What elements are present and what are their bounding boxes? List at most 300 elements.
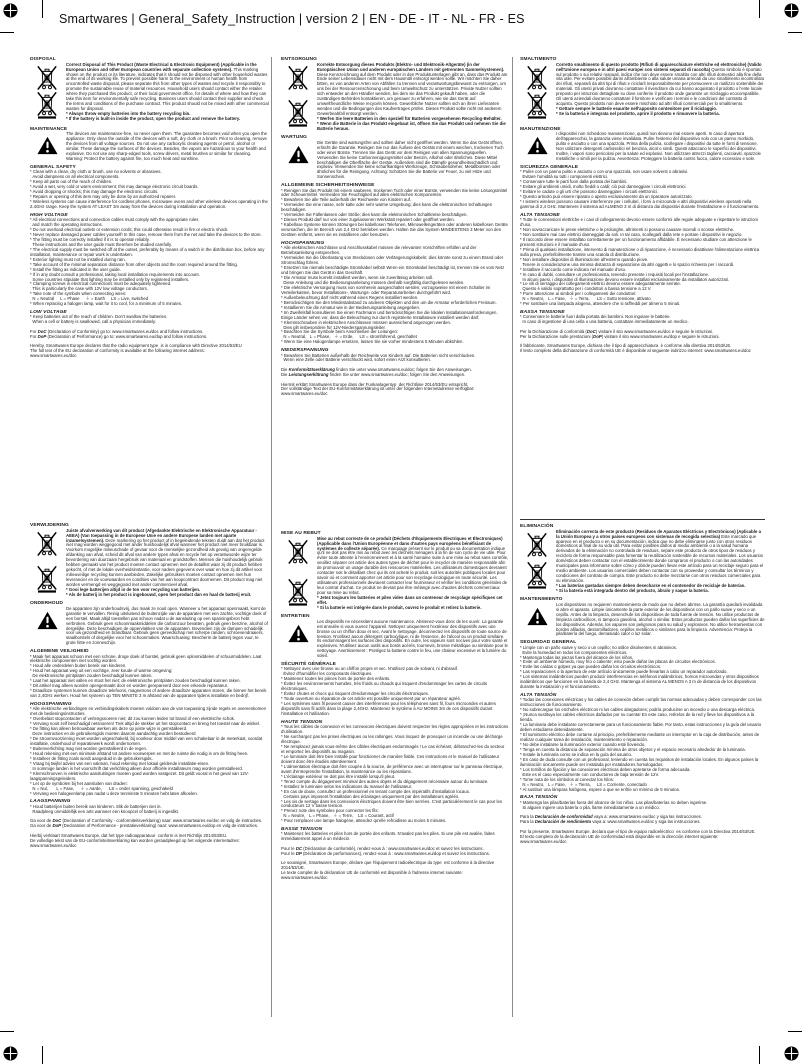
safety-line: * Tutte le connessioni elettriche e i cavi di collegamento devono essere conformi alle regole adeguate e rispettare le istruzioni d'uso. (520, 217, 760, 228)
safety-line: * ¡Nunca sustituya los cables eléctricos dañados por su cuenta! En este caso, retírelos de la red y lleve los dispositivos a la tienda. (520, 712, 756, 723)
safety-section-heading: HAUTE TENSION (281, 719, 323, 725)
safety-line: * Kabellose Systeme können Störungen bei kabellosen Telefonen, Mikrowellengeräten oder anderen kabellosen Geräte verursachen, die im Bereich von 2,4 GHz betrieben werden. Halten Sie das System MINDESTENS 3 Meter von den Geräten entfernt, wenn sie es installieren oder benutzen. (281, 222, 510, 238)
safety-line: Deze instructies en de gebruikersgids moeten daarom aandachtig worden bestudeerd (30, 731, 196, 737)
safety-section-heading: ALGEMENE VEILIGHEID (30, 648, 89, 654)
disposal-lead: Juiste afvalverwerking van dit product (Afgedankte Elektrische en Elektronische Apparatuur - AEEA) (Van toepassing in de Europese Unie en andere Europese landen met aparte inzamelsystemen). (66, 527, 258, 543)
declaration-line: Hereby, Smartwares Europe declares that the radio equipment type is in compliance with Directive 2014/53/EU (30, 343, 242, 349)
safety-section-heading: SICUREZZA GENERALE (520, 164, 579, 170)
disposal-section (520, 530, 765, 594)
disposal-heading: DISPOSAL (30, 57, 56, 62)
disposal-paragraph: Korrekte Entsorgung dieses Produkts (Elektro- und Elektronik-Altgeräte) (in der Europäischen Union und anderen europäischen Ländern mit getrennten Sammelsystemen). Diese Kennzeichnung auf dem Produkt oder in den Produktunterlagen gibt an, dass das Produkt am Ende seiner Lebensdauer nicht mit dem Hausmüll entsorgt werden sollte. Wir möchten Sie daher bitten, es von anderen Arten von Abfällen zu trennen und verantwortungsbewusst zu entsorgen, um uns bei der Ressourcenschonung und beim Umweltschutz zu unterstützen. Private Nutzer sollten sich entweder an den Händler wenden, bei dem sie das Produkt gekauft haben, oder die zuständigen Behörden kontaktieren, um genauer zu erfahren, wie sie das Gerät auf umweltfreundliche Weise recyceln können. Gewerbliche Nutzer sollten sich an ihren Lieferanten wenden und die Bedingungen des Kaufvertrages prüfen. Dieses Produkt sollte nicht mit anderem Gewerbeabfall entsorgt werden. (317, 61, 509, 117)
maintenance-paragraph: Die Geräte sind wartungsfrei und sollten daher nicht geöffnet werden. Wenn Sie das Gerät öffnen, erlischt die Garantie. Reinigen Sie nur das Äußere des Geräts mit einem weichen, trockenen Tuch oder einer Bürste. Trennen Sie das Gerät vor dem Reinigen von allen Spannungsquellen. Verwenden Sie keine Carbonreinigungsmittel oder Benzin, Alkohol oder ähnliches. Diese Mittel beschädigen die Oberfläche der Geräte. Außerdem sind die Dämpfe gesundheitsschädlich und explosiv. Verwenden Sie keine scharfkantigen Werkzeuge, Schraubendreher, Metallbürsten oder ähnliches für die Reinigung. Achtung: Schützen Sie die Batterie vor Feuer, zu viel Hitze und Sonnenschein. (317, 139, 505, 180)
safety-section-heading: SEGURIDAD GENERAL (520, 640, 577, 646)
safety-line: * All electrical connections and connection cables must comply with the appropriate rules (30, 217, 199, 223)
safety-line: * Wenn Sie eine Halogenlampe ersetzen, lassen Sie sie vorher mindestens 5 Minuten abkühlen. (281, 339, 464, 345)
safety-section-heading: SÉCURITÉ GÉNÉRALE (281, 661, 336, 667)
column-divider (512, 57, 513, 1017)
safety-line: * Die elektrische Versorgung muss von vornherein ausgeschaltet werden, vorzugsweise mit einem Schalter im Verteilerkasten, bevor Installations-, Wartungs- oder Reparaturarbeiten durchgeführt wird. (281, 284, 492, 295)
registration-mark-icon (784, 1046, 799, 1061)
safety-line: * Tome nota de los símbolos al conectar los hilos: (520, 776, 615, 782)
safety-line: * Prima di qualsiasi installazione, intervento di manutenzione o di riparazione, è necessario disattivare l'alimentazione elettrica sulla presa, preferibilmente tramite una scatola di distribuzione. (520, 246, 761, 257)
safety-line: * Buitenverlichting mag niet worden geïnstalleerd in de regen. (30, 745, 148, 751)
maintenance-section (30, 132, 269, 162)
battery-disposal-bullet: * Als de batterij in het product is ingebouwd, open het product dan en haal de batterij eruit. (66, 591, 252, 597)
declaration-line: The full text of the EU declaration of conformity is available at the following internet address: (30, 348, 205, 354)
disposal-text (556, 63, 765, 124)
safety-line: * Installez le luminaire selon les indications du manuel de l'utilisateur. (281, 783, 412, 789)
safety-line: * Keep batteries out of the reach of children. Don't swallow the batteries. (30, 314, 168, 320)
safety-line: * Instale la luminaria como se indica en la guía del usuario. (520, 751, 633, 757)
battery-disposal-bullet: * Always throw empty batteries into the battery recycling bin. (66, 111, 191, 117)
doc-links (520, 330, 765, 340)
maintenance-icon-column (30, 607, 66, 647)
disposal-icon-column (281, 63, 317, 132)
disposal-section (520, 63, 765, 124)
language-block-nl (30, 523, 269, 849)
safety-line: * Evite un ambiente húmedo, muy frío o caliente; esto puede dañar las placas de circuitos electrónicos. (520, 659, 716, 665)
crop-mark (42, 0, 43, 18)
safety-line: * Install the fitting as indicated in the user guide. (30, 266, 122, 272)
maintenance-icon-column (520, 603, 556, 638)
maintenance-text (556, 132, 765, 162)
doc-link-line: Pour le DP (Déclaration de performances), rendez-vous à : www.smartwares.eu/dop et suivez les instructions. (281, 850, 490, 856)
doc-links (281, 847, 509, 857)
battery-disposal-bullet: * Werfen Sie leere Batterien in den speziell für Batterien vorgesehenen Recycling-Behälter. (317, 116, 502, 122)
safety-line: Évitez d'humidifier les composants électriques. (281, 671, 373, 677)
maintenance-heading: MANTENIMIENTO (520, 597, 563, 603)
safety-line: * Clamping screws in electrical connections must be adequately tightened. (30, 281, 172, 287)
maintenance-section (30, 607, 269, 647)
safety-line: * Never replace damaged power cables yourself! In this case, remove them from the net and take the devices to the store. (30, 231, 262, 237)
registration-mark-icon (3, 3, 18, 18)
doc-link-line: Ga voor de DoC (Declaration of Conformity - conformiteitsverklaring) naar: www.smartwares.eu/doc en volg de instructies. (30, 818, 263, 824)
declaration-line: Por la presente, Smartwares Europe, declara que el tipo de equipo radioeléctrico es conforme con la Directiva 2014/53/UE. (520, 828, 756, 834)
declaration-line: De volledige tekst van de EU-conformiteitsverklaring kan worden geraadpleegd op het volgende internetadres: www.smartwares.eu/doc (30, 837, 241, 848)
doc-link-line: Pour le DC (Déclaration de conformité), rendez-vous à : www.smartwares.eu/doc et suivez les instructions. (281, 845, 484, 851)
disposal-text (66, 529, 269, 598)
safety-line: * Le luminaire doit être bien installé pour fonctionner de manière fiable. Ces instructions et le manuel de l'utilisateur doivent donc être étudiés attentivement. (281, 753, 501, 764)
maintenance-heading: WARTUNG (281, 135, 307, 141)
disposal-text (66, 63, 269, 124)
disposal-icon-column (30, 63, 66, 124)
safety-line: * Les systèmes sans fil peuvent causer des interférences pour les téléphones sans fil, fours microondes et autres dispositifs sans fil actifs dans la plage 2,4GHz. Maintenez le système à AU MOINS 3m de ces dispositifs durant l'installation et l'utilisation. (281, 701, 498, 717)
doc-link-line: Per la Dichiarazione di conformità (DoC) visitare il sito www.smartwares.eu/doc e seguire le istruzioni. (520, 328, 714, 334)
maintenance-text (317, 141, 509, 181)
safety-line: * Außenbeleuchtung darf nicht während eines Regens installiert werden. (281, 294, 419, 300)
safety-line: * Non sovraccaricare le prese elettriche o le prolunghe, altrimenti si possono causare incendi o scosse elettriche. (520, 227, 735, 232)
disposal-section (281, 537, 509, 611)
doc-links (30, 330, 269, 340)
safety-line: * Limpie con un paño suave y seco o un cepillo; no utilice disolventes ni abrasivos. (520, 644, 677, 650)
maintenance-heading: ENTRETIEN (281, 614, 310, 620)
doc-links (281, 368, 509, 378)
safety-line: Some countries stipulate that lighting may be installed only by registered installers. (30, 276, 190, 282)
safety-line: Evitare l'umidità su tutti i componenti elettrici. (520, 174, 608, 180)
disposal-paragraph: Mise au rebut correcte de ce produit (Déchets d'Équipements Électriques et Électroniques) (Applicable dans l'Union Européenne et dans d'autres pays européens bénéficiant de systèmes de collecte séparée). Ce marquage présent sur le produit ou sa documentation indique qu'il ne doit pas être mis au rebut avec les déchets ménagers à la fin de son cycle de vie utile. Pour éviter toute atteinte à l'environnement et à la santé humaine suite à une mise au rebut sans contrôle, veuillez séparer cet article des autres types de déchet pour le recycler de manière responsable afin de promouvoir un usage durable des ressources matérielles. Les utilisateurs domestiques devraient contacter soit le détaillant chez qui ils ont acheté le produit, soit les autorités publiques locales pour savoir où et comment apporter cet article pour son recyclage écologique en toute sécurité. Les utilisateurs professionnels devraient contacter leur fournisseur et vérifier les conditions générales de leur contrat d'achat. Ce produit ne devrait pas être mélangé avec d'autres déchets commerciaux pour sa mise au rebut. (317, 535, 510, 596)
safety-line: * Draadloze systemen kunnen draadloze telefoons, magnetrons of andere draadloze apparaten storen, die binnen het bereik van 2,4GHz werken. Houd het systeem op TEN MINSTE 3 m afstand van de apparaten tijdens installatie en bedrijf. (30, 688, 268, 699)
safety-line: Certains pays imposent l'installation des éclairages uniquement par des installateurs agréés. (281, 793, 460, 799)
language-block-fr (281, 531, 509, 881)
declaration-line: Il testo completo della dichiarazione di conformità UE è disponibile al seguente indirizzo internet: www.smartwares.eu/doc (520, 348, 751, 354)
safety-line: * Vervang een halogeenlamp pas nadat u deze tenminste 5 minuten hebt laten afkoelen. (30, 790, 198, 796)
disposal-heading: ENTSORGUNG (281, 57, 318, 62)
safety-line: * In caso di dubbi, consultare un professionista, tenendo presente i requisiti locali per l'installazione. (520, 271, 710, 277)
safety-line: * Questo articolo può essere riparato o aperto esclusivamente da un riparatore autorizzato. (520, 194, 693, 200)
weee-bin-bar-icon (288, 578, 308, 606)
safety-line: * Houd rekening met een minimale afstand tot andere voorwerpen en met de ruimte die nodig is om de fitting heen. (30, 750, 249, 756)
safety-line: * Pour remplacer une lampe halogène, attendez qu'elle refroidisse au moins 5 minutes. (281, 818, 447, 824)
safety-line: In caso di ingestione di una cella o una batteria, contattare immediatamente un medico. (520, 319, 689, 325)
safety-line: * Evitare le cadute o gli urti che possono danneggiare i circuiti elettronici. (520, 189, 659, 195)
weee-bin-icon (527, 65, 547, 91)
safety-line: * Prenez note des symboles pour connecter les fils: (281, 808, 379, 814)
safety-line: N = Neutral, L = Phase, ⏚ = Erde, LS = stromführend, geschaltet (281, 334, 417, 340)
safety-line: Dies gilt insbesondere für 12V-Niederspannungsleiter. (281, 324, 386, 330)
declaration-line: Hiermit erklärt Smartwares Europe dass der Funkanlagentyp der Richtlinie 2014/53/EU entspricht. (281, 381, 469, 387)
safety-line: * Vermeiden Sie eine nasse, sehr kalte oder sehr warme Umgebung; dies kann die elektronischen Schaltungen beschädigen. (281, 202, 494, 213)
safety-line: * Conservare tutte le parti fuori dalla portata dei bambini. (520, 179, 628, 185)
section-divider (520, 519, 765, 520)
safety-line: * Pulire con un panno pulito e asciutto o con una spazzola, non usare solventi o abrasivi. (520, 169, 689, 175)
weee-bin-bar-icon (37, 565, 57, 593)
safety-line: * Keep all parts out of the reach of children. (30, 179, 113, 185)
safety-line: * Installeer de fitting zoals wordt aangeduid in de gebruikersgids. (30, 755, 153, 761)
safety-line: * Reinigen Sie das Produkt mit einem sauberen, trockenen Tuch oder einer Bürste, verwenden Sie keine Lösungsmittel oder Scheuermittel. Vermeiden Sie Feuchtigkeit auf allen elektrischen Komponenten. (281, 187, 509, 198)
safety-line: These instructions and the user guide must therefore be studied carefully. (30, 241, 173, 247)
disposal-paragraph: Correct Disposal of This Product (Waste Electrical & Electronic Equipment) (Applicable in the European Union and other European countries with separate collection systems). This marking shown on the product or its literature, indicates that it should not be disposed with other household wastes at the end of its working life. To prevent possible harm to the environment or human health from uncontrolled waste disposal, please separate this from other types of wastes and recycle it responsibly to promote the sustainable reuse of material resources. Household users should contact either the retailer where they purchased this product, or their local government office, for details of where and how they can take this item for environmentally safe recycling. Business users should contact their supplier and check the terms and conditions of the purchase contract. This product should not be mixed with other commercial wastes for disposal. (66, 61, 270, 112)
emphasis: DoC (586, 328, 596, 334)
safety-line: * Die Armatur muss korrekt installiert werden, wenn sie zuverlässig arbeiten soll. (281, 274, 434, 280)
maintenance-heading: ONDERHOUD (30, 601, 63, 607)
maintenance-paragraph: I dispositivi non richiedono manutenzione, quindi non devono mai essere aperti. In caso di apertura dell'apparecchio, la garanzia viene invalidata. Pulire l'esterno del dispositivo solo con un panno morbido, pulito e asciutto o con una spazzola. Prima della pulizia, scollegare i dispositivi da tutte le fonti di tensione. Non utilizzare detergenti carbossilici né benzina, alcol o simili. Questi attaccano le superfici dei dispositivi. Inoltre, i vapori sono pericolosi per la salute ed esplosivi. Non utilizzare attrezzi taglienti, cacciaviti, spazzole metalliche o simili per la pulizia. Avvertenza: Proteggere la batteria contro fuoco, calore eccessivo e sole. (556, 131, 763, 162)
registration-mark-icon (784, 3, 799, 18)
battery-disposal-bullet: * Gooi lege batterijen altijd in de ton voor recycling van batterijen. (66, 587, 201, 593)
safety-line: * L'alimentation électrique doit être coupée à la source, de préférence avec un interrupteur sur le panneau électrique, avant d'entreprendre l'installation, la maintenance ou les réparations. (281, 763, 505, 774)
safety-line: * Maak het apparaat schoon met een schone, droge doek of borstel, gebruik geen oplosmiddelen of schuurmiddelen. Laat elektrische componenten niet vochtig worden. (30, 653, 263, 664)
weee-bin-icon (288, 539, 308, 565)
eu-declaration (281, 383, 509, 398)
doc-link-line: For DoC (Declaration of Conformity) go to: www.smartwares.eu/doc and follow instructions. (30, 328, 204, 334)
battery-disposal-bullet: * Jetez toujours les batteries et piles vides dans un conteneur de recyclage spécifiques cet effet. (317, 595, 504, 605)
disposal-paragraph: Eliminación correcta de este producto (Residuos de Aparatos Eléctricos y Electrónicos) (Aplicable a la Unión Europea y a otros países europeos con sistemas de recogida selectiva) Este marcado que aparece en el producto o en su documentación, indica que no debe eliminarse junto con otros residuos domésticos al final de su vida útil. Para evitar posibles daños al medio ambiente o a la salud humana derivados de la eliminación no controlada de residuos, separe este producto de otros tipos de residuos y recíclelo de forma responsable para fomentar la reutilización sostenible de recursos materiales. Los usuarios domésticos deben contactar con el establecimiento donde compraron el producto o con las autoridades municipales para informarse sobre cómo y dónde pueden llevar este artículo para un reciclaje seguro para el medio ambiente. Los usuarios comerciales deben contactar con su proveedor y consultar los términos y condiciones del contrato de compra. Este producto no debe mezclarse con otros residuos comerciales para su eliminación. (556, 528, 765, 584)
safety-line: * Exterior lighting must not be installed during rain. (30, 256, 126, 262)
safety-line: Avoid dampness on all electrical components. (30, 174, 120, 180)
disposal-lead: Corretto smaltimento di questo prodotto (Rifiuti di apparecchiature elettriche ed elettroniche) (Valido nell'Unione europea e in altri paesi europei con sistemi separati di raccolta) (556, 61, 763, 72)
emphasis: DoC (52, 818, 62, 824)
maintenance-paragraph: Les dispositifs ne nécessitent aucune maintenance. Abstenez-vous donc de les ouvrir. La garantie est annulée si vous ouvrez l'appareil. Nettoyez uniquement l'extérieur des dispositifs avec une brosse ou un chiffon doux et sec. Avant le nettoyage, déconnectez les dispositifs de toute source de tension. N'utilisez aucun détergent carboxylique, ni de l'essence, de l'alcool ou un produit similaire. Ils endommagent les surfaces des dispositifs. En outre, les vapeurs sont nocives pour votre santé et explosives. N'utilisez aucun outils aux bords acérés, tournevis, brosse métallique ou similaire pour le nettoyage. Avertissement : Protégez la batterie contre le feu, une chaleur excessive et la lumière du soleil. (317, 618, 510, 659)
declaration-line: Le soussigné, Smartwares Europe, déclare que l'équipement radioélectrique du type est conforme à la directive 2014/53/UE. (281, 860, 496, 871)
maintenance-paragraph: De apparaten zijn onderhoudsvrij, dus maak ze nooit open. Wanneer u het apparaat openmaakt, komt de garantie te vervallen. Reinig uitsluitend de buitenzijde van de apparaten met een zachte, vochtige doek of een borstel. Maak altijd toestellen pas schoon nadat u de aansluiting op een spanningsbron hebt verbroken. Gebruik geen schoonmaakmiddelen die carbonzuur bevatten, gebruik geen benzine, alcohol of dergelijke. Deze beschadigen de oppervlakken van de apparaten. Bovendien zijn de dampen schadelijk voor uw gezondheid en brandbaar. Gebruik geen gereedschap met scherpe randen, schroevendraaiers, staalborstels of dergelijke voor het schoonmaken. Waarschuwing: Bescherm de batterij tegen vuur, te grote hitte en zonneschijn. (66, 605, 270, 646)
safety-line: * Take note of the symbols when connecting wires: (30, 291, 127, 297)
weee-bin-bar-icon (288, 99, 308, 127)
safety-line: Tenere in considerazione una minima distanza di separazione da altri oggetti e lo spazio richiesto per i raccordi. (520, 261, 735, 267)
emphasis: DoP (37, 333, 47, 339)
crop-mark (42, 1046, 43, 1064)
safety-section-heading: LOW VOLTAGE (30, 309, 67, 315)
declaration-line: Der vollständige Text der EU-Konformitätserklärung ist unter der folgenden Internetadresse verfügbar: www.smartwares.eu/doc (281, 386, 476, 397)
disposal-heading: VERWIJDERING (30, 523, 69, 528)
battery-disposal-bullet: * Gettare sempre le batterie esaurite nell'apposito contenitore per il riciclaggio. (556, 106, 718, 112)
disposal-text (317, 63, 509, 132)
language-block-es (520, 524, 765, 845)
safety-line: * Alle elektrische verbindingen en verbindingskabels moeten voldoen aan de van toepassing zijnde regels en overeenkomen met de bedieningsinstructies. (30, 706, 268, 717)
declaration-line: Le texte complet de la déclaration UE de conformité est disponible à l'adresse internet suivante: www.smartwares.eu/doc (281, 870, 465, 881)
safety-line: * Clean with a clean, dry cloth or brush, use no solvents or abrasives. (30, 169, 162, 175)
safety-line: * Al sustituir una lámpara halógena, espere a que se enfríe un mínimo de 5 minutos. (520, 786, 681, 792)
weee-bin-icon (37, 65, 57, 91)
emphasis: DoC (37, 328, 47, 334)
safety-line: * El suministro eléctrico debe cortarse al principio, preferiblemente mediante un interruptor en la caja de distribución, antes de realizar cualquier tarea de instalación, mantenimiento o reparación. (520, 732, 761, 743)
eu-declaration (520, 344, 765, 354)
language-block-it (520, 57, 765, 515)
safety-line: * Installieren Sie die Armatur wie in der Bedienungsanleitung angegeben. (281, 304, 421, 310)
emphasis: Leistungserklärung (288, 371, 329, 377)
maintenance-icon-column (30, 132, 66, 162)
safety-line: * Los tornillos de fijación y las conexiones eléctricas deben apretarse de forma adecuada. (520, 766, 691, 772)
weee-bin-icon (37, 531, 57, 557)
safety-line: * Installare il raccordo come indicato nel manuale d'uso. (520, 266, 627, 272)
safety-line: * Vervang nooit zelf beschadigd netsnoeren! Trek altijd de stekker uit het stopcontact en breng het toestel naar de winkel. (30, 721, 261, 727)
crop-mark (0, 32, 14, 33)
safety-line: * Dieses Produkt darf nur von einer zugelassenen Werkstatt repariert oder geöffnet werden. (281, 217, 455, 223)
safety-line: N = Neutro, L = Fase, ⏚ = Terra, LS = Sotto tensione, attivato (520, 296, 651, 302)
column-en-nl (30, 57, 269, 849)
safety-line: * La luminaria debe instalarse correctamente para un funcionamiento fiable. Por tanto, estas instrucciones y la guía del usuario deben estudiarse detenidamente. (520, 722, 763, 733)
weee-bin-bar-icon (37, 91, 57, 119)
safety-line: * L'éclairage extérieur ne doit pas être installé lorsqu'il pleut. (281, 773, 396, 779)
emphasis: DoP (52, 823, 62, 829)
safety-line: * Per sostituire una lampada alogena, attendere che si raffreddi per almeno 5 minuti. (520, 301, 681, 307)
safety-line: * Mantenga las pilas/baterías fuera del alcance de los niños. Las pilas/baterías no deben ingerirse. (520, 799, 708, 805)
disposal-icon-column (520, 530, 556, 594)
maintenance-text (66, 607, 269, 647)
disposal-paragraph: Corretto smaltimento di questo prodotto (Rifiuti di apparecchiature elettriche ed elettroniche) (Valido nell'Unione europea e in altri paesi europei con sistemi separati di raccolta) Questo simbolo è riportato sul prodotto o sui relativi manuali, indica che non deve essere smaltito con altri rifiuti domestici alla fine della vita utile. Per evitare possibili danni all'ambiente o alla salute umana arrecati da uno smaltimento incontrollato dei rifiuti, separarli da altri tipi di rifiuti e riciclarli responsabilmente per promuovere un riutilizzo sostenibile dei materiali. Gli utenti privati dovranno contattare il rivenditore da cui hanno acquistato il prodotto o l'ente locale preposto per istruzioni dettagliate su dove conferire il prodotto onde garantire un riciclaggio ecocompatibile. Gli utenti aziendali dovranno contattare il fornitore e verificare i termini e le condizioni del contratto di acquisto. Questo prodotto non deve essere mischiato ad altri rifiuti commerciali per lo smaltimento. (556, 61, 766, 107)
safety-line: * Klemmschrauben in elektrischen Anschlüssen müssen ausreichend angezogen werden. (281, 319, 452, 325)
safety-line: * Im Zweifelsfall konsultieren Sie einen Fachmann und berücksichtigen Sie die lokalen Installationsanforderungen. Einige Länder sehen vor, dass die Beleuchtung nur durch registrierte Installateure installiert werden darf. (281, 309, 499, 320)
safety-line: * En cas de doute, consultez un professionnel en tenant compte des impératifs d'installation locaux. (281, 788, 471, 794)
safety-line: * Il raccordo deve essere installato correttamente per un funzionamento affidabile. È necessario studiare con attenzione le presenti istruzioni e il manuale d'uso. (520, 236, 754, 247)
warning-triangle-icon (37, 136, 58, 155)
maintenance-text (556, 603, 765, 638)
safety-line: * I sistemi wireless possono causare interferenze per i cellulari, i forni a microonde e altri dispositivi wireless operanti nella gamma di 2,4 GHz. Mantenere il sistema ad ALMENO 3 m di distanza dai dispositivi durante l'installazione e il funzionamento. (520, 199, 760, 209)
safety-line: * Ne remplacez jamais vous-même des câbles électriques endommagés ! Le cas échéant, débranchez-les du secteur et emportez les dispositifs au magasin. (281, 744, 506, 754)
safety-line: N = Nul, L = Fase, ⏚ = Aarde, LS = onder spanning, geschakeld (30, 785, 173, 791)
disposal-lead: Eliminación correcta de este producto (Residuos de Aparatos Eléctricos y Electrónicos) (Aplicable a la Unión Europea y a otros países europeos con sistemas de recogida selectiva) (556, 528, 763, 539)
disposal-text (556, 530, 765, 594)
weee-bin-bar-icon (527, 91, 547, 119)
safety-line: * Overbelast stopcontacten of verlengsnoeren niet; dit zou kunnen leiden tot brand of een elektrische schok. (30, 716, 235, 722)
safety-line: * En caso de duda consulte con un profesional, teniendo en cuenta los requisitos de instalación locales. En algunos países la iluminación únicamente puede ser instalada por instaladores homologados. (520, 756, 760, 767)
maintenance-section (520, 132, 765, 162)
doc-link-line: For DoP (Declaration of Performance) go to: www.smartwares.eu/dop and follow instructions. (30, 333, 208, 339)
safety-line: * Évitez chutes et chocs qui risquent d'endommager les circuits électroniques. (281, 691, 429, 697)
column-divider (271, 57, 272, 1017)
crop-mark (759, 1046, 760, 1064)
safety-line: * Tenez compte du dégagement minimal des autres objets et du dégagement nécessaire autour du luminaire. (281, 778, 489, 784)
maintenance-heading: MANUTENZIONE (520, 126, 561, 132)
maintenance-section (520, 603, 765, 638)
safety-line: * The electrical supply must be switched off at the outset, preferably by means of a switch in the distribution box, before any installation, maintenance or repair work is undertaken. (30, 246, 266, 257)
maintenance-icon-column (520, 132, 556, 162)
disposal-text (317, 537, 509, 611)
battery-disposal-bullet: * Si la batterie est intégrée dans le produit, ouvrez le produit et retirez la batterie. (317, 604, 482, 610)
eu-declaration (281, 861, 509, 881)
doc-link-line: Die Konformitätserklärung finden Sie unter www.smartwares.eu/doc; folgen Sie den Anweisungen. (281, 367, 472, 372)
safety-line: * Non sostituire mai cavi elettrici danneggiati da soli. In tal caso, scollegarli dalla rete e portare i dispositivi in negozio. (520, 231, 743, 237)
declaration-line: Il fabbricante, Smartwares Europe, dichiara che il tipo di apparecchiatura è conforme alla direttiva 2014/53/UE. (520, 343, 732, 349)
safety-line: * Alle elektrischen Anschlüsse und Anschlusskabel müssen die relevanten Vorschriften erfüllen und der Betriebsanleitung entsprechen. (281, 245, 478, 256)
safety-section-heading: HOCHSPANNUNG (281, 240, 325, 246)
disposal-lead: Correct Disposal of This Product (Waste Electrical & Electronic Equipment) (Applicable in the European Union and other European countries with separate collection systems). (66, 61, 258, 72)
safety-line: * Toute ouverture ou réparation de cet article est possible uniquement par un réparateur agréé. (281, 696, 462, 702)
disposal-heading: SMALTIMENTO (520, 57, 557, 62)
safety-section-heading: HIGH VOLTAGE (30, 212, 68, 218)
safety-line: * Ersetzen Sie niemals beschädigte Stromkabel selbst! Wenn ein Stromkabel beschädigt ist, trennen Sie es vom Netz und bringen Sie das Gerät in das Geschäft. (281, 265, 506, 276)
safety-line: * Houd het apparaat weg uit een vochtige, zeer koude of warme omgeving; (30, 668, 173, 674)
document-title: Smartwares | General_Safety_Instruction | version 2 | EN - DE - IT - NL - FR - ES (59, 12, 525, 26)
safety-line: * Klemschroeven in elektrische aansluitingen moeten goed worden vastgezet. Dit geldt vooral in het geval van 12V-laagspanningsgeleiders. (30, 770, 249, 781)
safety-line: * Wireless systems can cause interference for cordless phones, microwave ovens and other wireless devices operating in the 2.4GHz range. Keep the system AT LEAST 3m away from the devices during installation and operation. (30, 199, 270, 209)
safety-line: This is particularly the case with 12V low voltage conductors. (30, 286, 148, 292)
safety-line: * Todas las conexiones eléctricas y los cables de conexión deben cumplir las normas adecuadas y deben corresponder con las instrucciones de funcionamiento. (520, 697, 763, 708)
doc-link-line: Per la Dichiarazione sulle prestazioni (DoP) visitare il sito www.smartwares.eu/dop e seguire le istruzioni. (520, 333, 720, 339)
declaration-line: El texto completo de la declaración UE de conformidad está disponible en la dirección internet siguiente: www.smartwares.eu/doc (520, 833, 720, 844)
safety-section-heading: LAAGSPANNING (30, 799, 71, 805)
battery-disposal-bullet: * If the battery is built-in inside the product, open the product and remove the battery. (66, 116, 241, 122)
safety-line: * Maintenez les batteries et piles hors de portée des enfants. N'avalez pas les piles. Si une pile est avalée, faites immédiatement appel à un médecin. (281, 831, 496, 842)
emphasis: Konformitätserklärung (288, 367, 335, 372)
safety-line: * Vraag bij twijfel advies van een vakman, houd rekening met lokaal geldende installatie-eisen. (30, 760, 210, 766)
safety-line: * Vermeiden Sie die Überlastung von Steckdosen oder Verlängerungskabeln; dies könnte sonst zu einem Brand oder Stromschlag führen. (281, 255, 505, 266)
warning-triangle-icon (288, 624, 309, 643)
declaration-line: www.smartwares.eu/doc (30, 353, 77, 359)
safety-line: * Dit artikel mag alleen worden opengemaakt door en worden gerepareerd door een erkende reparateur. (30, 683, 229, 689)
safety-line: N = Neutre, L = Phase, ⏚ = Terre, LS = Courant, actif (281, 813, 394, 819)
safety-line: * Las reparaciones o la apertura de este artículo únicamente puede llevarlas a cabo un reparador autorizado. (520, 669, 728, 675)
safety-line: * Porre attenzione ai simboli per i collegamenti dei conduttori: (520, 291, 637, 297)
safety-line: * Let op de symbolen bij het aansluiten van draden: (30, 780, 128, 786)
emphasis: DoP (593, 333, 602, 339)
declaration-line: Hierbij verklaart Smartwares Europe, dat het type radioapparatuur conform is met Richtlijn 2014/53/EU. (30, 832, 228, 838)
maintenance-paragraph: Los dispositivos no requieren mantenimiento de modo que no deben abrirse. La garantía quedará invalidada si abre el aparato. Limpie únicamente la parte exterior de los dispositivos con un paño suave y seco o un cepillo. Antes de la limpieza, desenchufe los dispositivos de toda fuente de tensión. No utilice productos de limpieza carboxílicos, ni tampoco gasolina, alcohol o similar. Estos productos pueden dañar las superficies de los dispositivos. Además, los vapores son peligrosos para su salud y explosivos. No utilice herramientas con bordes afilados, destornilladores, cepillos metálicos o similares para la limpieza. Advertencia: Proteja la pila/batería del fuego, demasiado calor o luz solar. (556, 601, 766, 637)
safety-line: * Nettoyez avec une brosse ou un chiffon propre et sec. N'utilisez pas de solvant, ni d'abrasif. (281, 666, 459, 672)
safety-line: * No debe instalarse la iluminación exterior cuando esté lloviendo. (520, 741, 646, 747)
maintenance-heading: MAINTENANCE (30, 126, 68, 132)
emphasis: Declaración de rendimiento (534, 819, 592, 825)
safety-line: * Bewahren Sie alle Teile außerhalb der Reichweite von Kindern auf. (281, 197, 412, 203)
battery-disposal-bullet: * Wenn die Batterie in das Produkt eingebaut ist, öffnen Sie das Produkt und nehmen Sie die Batterie heraus. (317, 121, 507, 131)
disposal-section (281, 63, 509, 132)
safety-line: * When replacing a halogen lamp, wait for it to cool, for a minimum of 5 minutes. (30, 301, 183, 307)
maintenance-paragraph: The devices are maintenance-free, so never open them. The guarantee becomes void when you open the appliance. Only clean the outside of the devices with a soft, dry cloth or a brush. Prior to cleaning, remove the devices from all voltage sources. Do not use any carboxylic cleaning agents or petrol, alcohol or similar. These damage the surfaces of the devices. Besides, the vapors are hazardous to your health and explosive. Do not use any sharp-edged tools, screw drivers, metal brushes or similar for cleaning. Warning: Protect the battery against fire, too much heat and sunshine. (66, 131, 269, 162)
battery-disposal-bullet: * Las baterías gastadas siempre deben desecharse en el contenedor de reciclaje de baterías. (556, 583, 746, 589)
safety-section-heading: ALLGEMEINE SICHERHEITSHINWEISE (281, 182, 375, 188)
safety-line: * Le viti di serraggio dei collegamenti elettrici devono essere adeguatamente serrate. (520, 281, 681, 287)
maintenance-text (66, 132, 269, 162)
maintenance-text (317, 620, 509, 660)
safety-section-heading: BASSA TENSIONE (520, 309, 565, 315)
safety-section-heading: ALTA TENSIONE (520, 212, 560, 218)
safety-section-heading: NIEDERSPANNUNG (281, 347, 329, 353)
safety-line: * Los sistemas inalámbricos pueden producir interferencias en teléfonos inalámbricos, hornos microondas y otros dispositivos inalámbricos que funcionen en la banda de 2,4 GHz. Mantenga el sistema AL MENOS A 3 m de distancia de los dispositivos durante la instalación y el funcionamiento. (520, 674, 761, 690)
maintenance-section (281, 620, 509, 660)
crop-mark (759, 0, 760, 18)
crop-mark (0, 1031, 14, 1032)
safety-line: * Bewahren Sie Batterien außerhalb der Reichweite von Kindern auf. Die Batterien nicht verschlucken. (281, 352, 476, 358)
safety-line: * If in any doubt consult a professional, taking local installation requirements into account. (30, 271, 200, 277)
safety-line: Raadpleeg onmiddellijk een arts wanneer een knoopcel of batterij is ingeslikt. (30, 808, 180, 814)
warning-triangle-icon (288, 145, 309, 164)
safety-line: * Maintenez toutes les pièces hors de portée des enfants. (281, 676, 391, 682)
safety-line: * Tous les câbles de connexion et les connexions électriques doivent respecter les règles appropriées et les instructions d'utilisation. (281, 724, 510, 735)
safety-line: * Repairs or opening of this item may only be done by an authorized repairer. (30, 194, 177, 200)
disposal-section (30, 63, 269, 124)
safety-line: N = Neutro, L = Fase, ⏚ = Tierra, LS = Corriente, conectado (520, 781, 647, 787)
doc-link-line: Die Leistungserklärung finden Sie unter www.smartwares.eu/doc; folgen Sie den Anweisungen. (281, 371, 466, 377)
weee-bin-icon (527, 532, 547, 558)
emphasis: DC (295, 845, 303, 851)
eu-declaration (520, 830, 765, 845)
disposal-icon-column (281, 537, 317, 611)
eu-declaration (30, 834, 269, 849)
eu-declaration (30, 344, 269, 359)
crop-mark (788, 1031, 802, 1032)
disposal-icon-column (30, 529, 66, 598)
safety-line: * Tenga en cuenta la distancia de separación mínima de otros objetos y el espacio necesario alrededor de la luminaria. (520, 746, 746, 752)
warning-triangle-icon (37, 611, 58, 630)
doc-link-line: Para la Declaración de rendimiento vaya a: www.smartwares.eu/doc y siga las instrucciones. (520, 819, 701, 825)
safety-line: When a cell or battery is swallowed, call a physician immediately. (30, 319, 157, 325)
safety-line: * Beachten Sie die Symbole beim Anschließen der Leitungen: (281, 329, 399, 335)
safety-line: * Conservare le batterie fuori dalla portata dei bambini. Non ingoiare le batterie. (520, 314, 671, 320)
safety-line: N = Neutral L = Phase ⏚ = Earth LS = Live, switched (30, 296, 149, 302)
warning-triangle-icon (527, 607, 548, 626)
safety-line: * Berücksichtigen Sie den Mindestabstand zu anderen Objekten und den um die Armatur erforderlichen Freiraum. (281, 299, 497, 305)
safety-line: and match the operating instructions. (30, 222, 103, 228)
safety-line: * Evitare gli ambienti umidi, molto freddi o caldi; ciò può danneggiare i circuiti elettronici. (520, 184, 687, 190)
safety-line: * Mantenga todas las piezas fuera del alcance de los niños. (520, 654, 634, 660)
safety-line: * Avoid a wet, very cold or warm environment; this may damage electronic circuit boards. (30, 184, 199, 190)
safety-line: In sommige landen is het voorschrift dat verlichting alleen door officiële installateurs mag worden geïnstalleerd. (30, 765, 243, 771)
column-de-fr (281, 57, 509, 881)
safety-line: Questo è valido soprattutto per i conduttori a bassa tensione a 12 V. (520, 286, 652, 292)
safety-line: * No sobrecargue los enchufes eléctricos ni los cables alargadores; podría producirse un incendio o una descarga eléctrica. (520, 707, 756, 713)
safety-line: De elektronische printplaten zouden beschadigd kunnen raken. (30, 673, 153, 679)
doc-link-line: Para la Declaración de conformidad vaya a: www.smartwares.eu/doc y siga las instrucciones. (520, 814, 702, 820)
maintenance-icon-column (281, 620, 317, 660)
disposal-lead: Mise au rebut correcte de ce produit (Déchets d'Équipements Électriques et Électroniques) (Applicable dans l'Union Européenne et dans d'autres pays européens bénéficiant de systèmes de collecte séparée). (317, 535, 504, 551)
column-it-es (520, 57, 765, 845)
battery-disposal-bullet: * Se la batteria è integrata nel prodotto, aprire il prodotto e rimuovere la batteria. (556, 111, 720, 117)
disposal-paragraph: Juiste afvalverwerking van dit product (Afgedankte Elektrische en Elektronische Apparatuur - AEEA) (Van toepassing in de Europese Unie en andere Europese landen met aparte inzamelsystemen). Deze markering op het product of in begeleidende teksten duidt aan dat het product niet mag worden weggegooid met ander huishoudelijk afval wanneer het product niet meer bruikbaar is. Voorkom mogelijke milieuschade of gevaar voor de menselijke gezondheid als gevolg van ongeregelde afdanking van afval, scheid dit afval van andere typen afval en recycle het op verantwoorde wijze ter bevordering van duurzaam hergebruik van materiaal en grondstoffen. Mensen die huishoudelijk gebruik hebben gemaakt van het product moeten contact opnemen met de detaillist waar zij dit product hebben gekocht, of met de lokale overheidsinstantie, voor nadere gegevens over waar en hoe zij dit artikel voor milieuveilige recycling kunnen aanbieden. Zakelijke gebruikers moeten contact opnemen met hun leverancier en de voorwaarden en condities van het aan koopcontract doornemen. Dit product mag niet worden vermengd en weggegooid met ander commercieel afval. (66, 527, 266, 588)
registration-mark-icon (3, 1046, 18, 1061)
disposal-heading: ELIMINACIÓN (520, 524, 554, 529)
safety-line: Si alguien ingiere una batería o pila, llame inmediatamente a un médico. (520, 804, 660, 810)
doc-links (30, 819, 269, 829)
safety-line: * Vermeiden Sie Fallenlassen oder Stöße; dies kann die elektronischen Schaltkreise beschädigen. (281, 212, 468, 218)
safety-line: * Laat het apparaat niet vallen en stoot het niet; de elektronische printplaten zouden beschadigd kunnen raken. (30, 678, 241, 684)
disposal-lead: Korrekte Entsorgung dieses Produkts (Elektro- und Elektronik-Altgeräte) (in der Europäischen Union und anderen europäischen Ländern mit getrennten Sammelsystemen). (317, 61, 506, 72)
disposal-icon-column (520, 63, 556, 124)
safety-line: Diese Anleitung und die Bedienungsanleitung müssen deshalb sorgfältig durchgelesen werden. (281, 279, 465, 285)
safety-line: * The fitting must be correctly installed if it is to operate reliably. (30, 236, 150, 242)
safety-line: * Do not overload electrical outlets or extension cords; this could otherwise result in fire or electric shock. (30, 227, 229, 232)
safety-line: * Take account of the minimal separation distance from other objects and the room required around the fitting. (30, 261, 238, 267)
warning-triangle-icon (527, 136, 548, 155)
safety-line: In alcuni paesi, i dispositivi di illuminazione devono essere installati esclusivamente da installatori autorizzati. (520, 276, 729, 282)
maintenance-icon-column (281, 141, 317, 181)
emphasis: Declaración de conformidad (534, 814, 593, 820)
